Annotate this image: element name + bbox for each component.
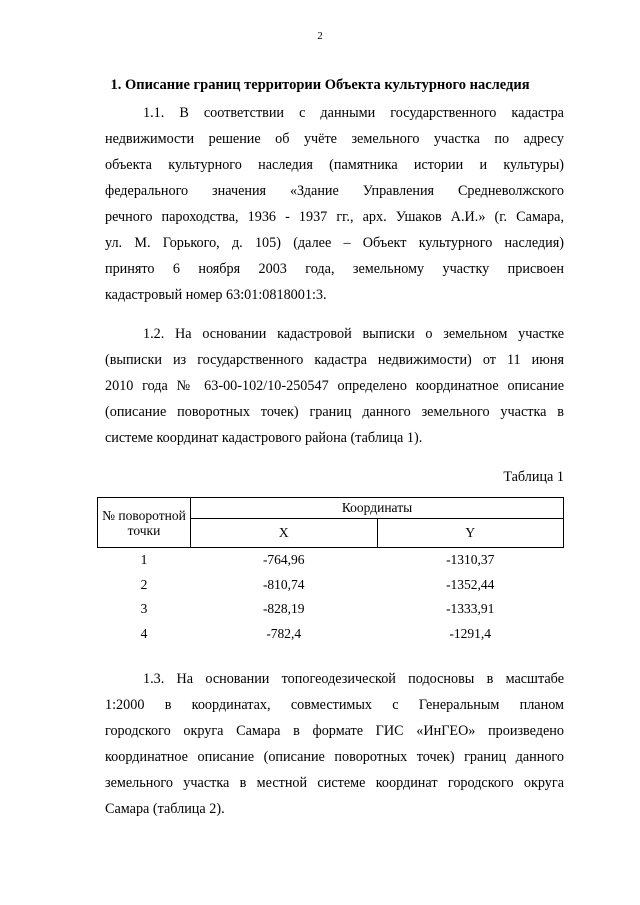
paragraph-line: 1.1. В соответствии с данными государственного кадастра bbox=[143, 105, 564, 121]
paragraph-line: кадастровый номер 63:01:0818001:3. bbox=[105, 287, 327, 303]
cell-x: -764,96 bbox=[262, 552, 305, 568]
paragraph-line: (описание поворотных точек) границ данного земельного участка в bbox=[105, 404, 564, 420]
paragraph-line: объекта культурного наследия (памятника истории и культуры) bbox=[105, 157, 564, 173]
paragraph-line: 1:2000 в координатах, совместимых с Генеральным планом bbox=[105, 697, 564, 713]
cell-y: -1291,4 bbox=[449, 625, 492, 641]
paragraph-line: 1.3. На основании топогеодезической подосновы в масштабе bbox=[143, 671, 564, 687]
paragraph-1-3 bbox=[105, 666, 564, 822]
coordinates-table bbox=[97, 497, 564, 646]
cell-point-number: 3 bbox=[140, 601, 148, 617]
paragraph-line: Самара (таблица 2). bbox=[105, 801, 225, 817]
paragraph-1-2 bbox=[105, 321, 564, 451]
cell-x: -828,19 bbox=[262, 601, 305, 617]
paragraph-line: 1.2. На основании кадастровой выписки о земельном участке bbox=[143, 326, 564, 342]
paragraph-line: координатное описание (описание поворотных точек) границ данного bbox=[105, 749, 564, 765]
paragraph-line: федерального значения «Здание Управления Средневолжского bbox=[105, 183, 564, 199]
cell-y: -1352,44 bbox=[446, 576, 495, 592]
paragraph-line: (выписки из государственного кадастра недвижимости) от 11 июня bbox=[105, 352, 564, 368]
cell-point-number: 4 bbox=[140, 625, 148, 641]
paragraph-line: речного пароходства, 1936 - 1937 гг., арх. Ушаков А.И.» (г. Самара, bbox=[105, 209, 564, 225]
paragraph-1-1 bbox=[105, 100, 564, 308]
cell-y: -1333,91 bbox=[446, 601, 495, 617]
paragraph-line: ул. М. Горького, д. 105) (далее – Объект культурного наследия) bbox=[105, 235, 564, 251]
cell-point-number: 1 bbox=[140, 552, 148, 568]
header-coordinates: Координаты bbox=[191, 498, 564, 519]
page-number: 2 bbox=[317, 30, 323, 42]
table-caption: Таблица 1 bbox=[503, 469, 564, 485]
cell-point-number: 2 bbox=[140, 576, 148, 592]
table-row bbox=[98, 548, 564, 573]
paragraph-line: городского округа Самара в формате ГИС «ИнГЕО» произведено bbox=[105, 723, 564, 739]
paragraph-line: земельного участка в местной системе координат городского округа bbox=[105, 775, 564, 791]
table-row bbox=[98, 573, 564, 598]
cell-y: -1310,37 bbox=[446, 552, 495, 568]
header-x: X bbox=[191, 519, 378, 548]
paragraph-line: недвижимости решение об учёте земельного участка по адресу bbox=[105, 131, 564, 147]
cell-x: -810,74 bbox=[262, 576, 305, 592]
paragraph-line: системе координат кадастрового района (таблица 1). bbox=[105, 430, 423, 446]
header-point-number: № поворотной точки bbox=[98, 498, 191, 548]
table-row bbox=[98, 622, 564, 647]
cell-x: -782,4 bbox=[266, 625, 302, 641]
header-y: Y bbox=[377, 519, 564, 548]
paragraph-line: принято 6 ноября 2003 года, земельному участку присвоен bbox=[105, 261, 564, 277]
paragraph-line: 2010 года № 63-00-102/10-250547 определено координатное описание bbox=[105, 378, 564, 394]
table-row bbox=[98, 597, 564, 622]
section-heading: 1. Описание границ территории Объекта культурного наследия bbox=[110, 77, 530, 93]
